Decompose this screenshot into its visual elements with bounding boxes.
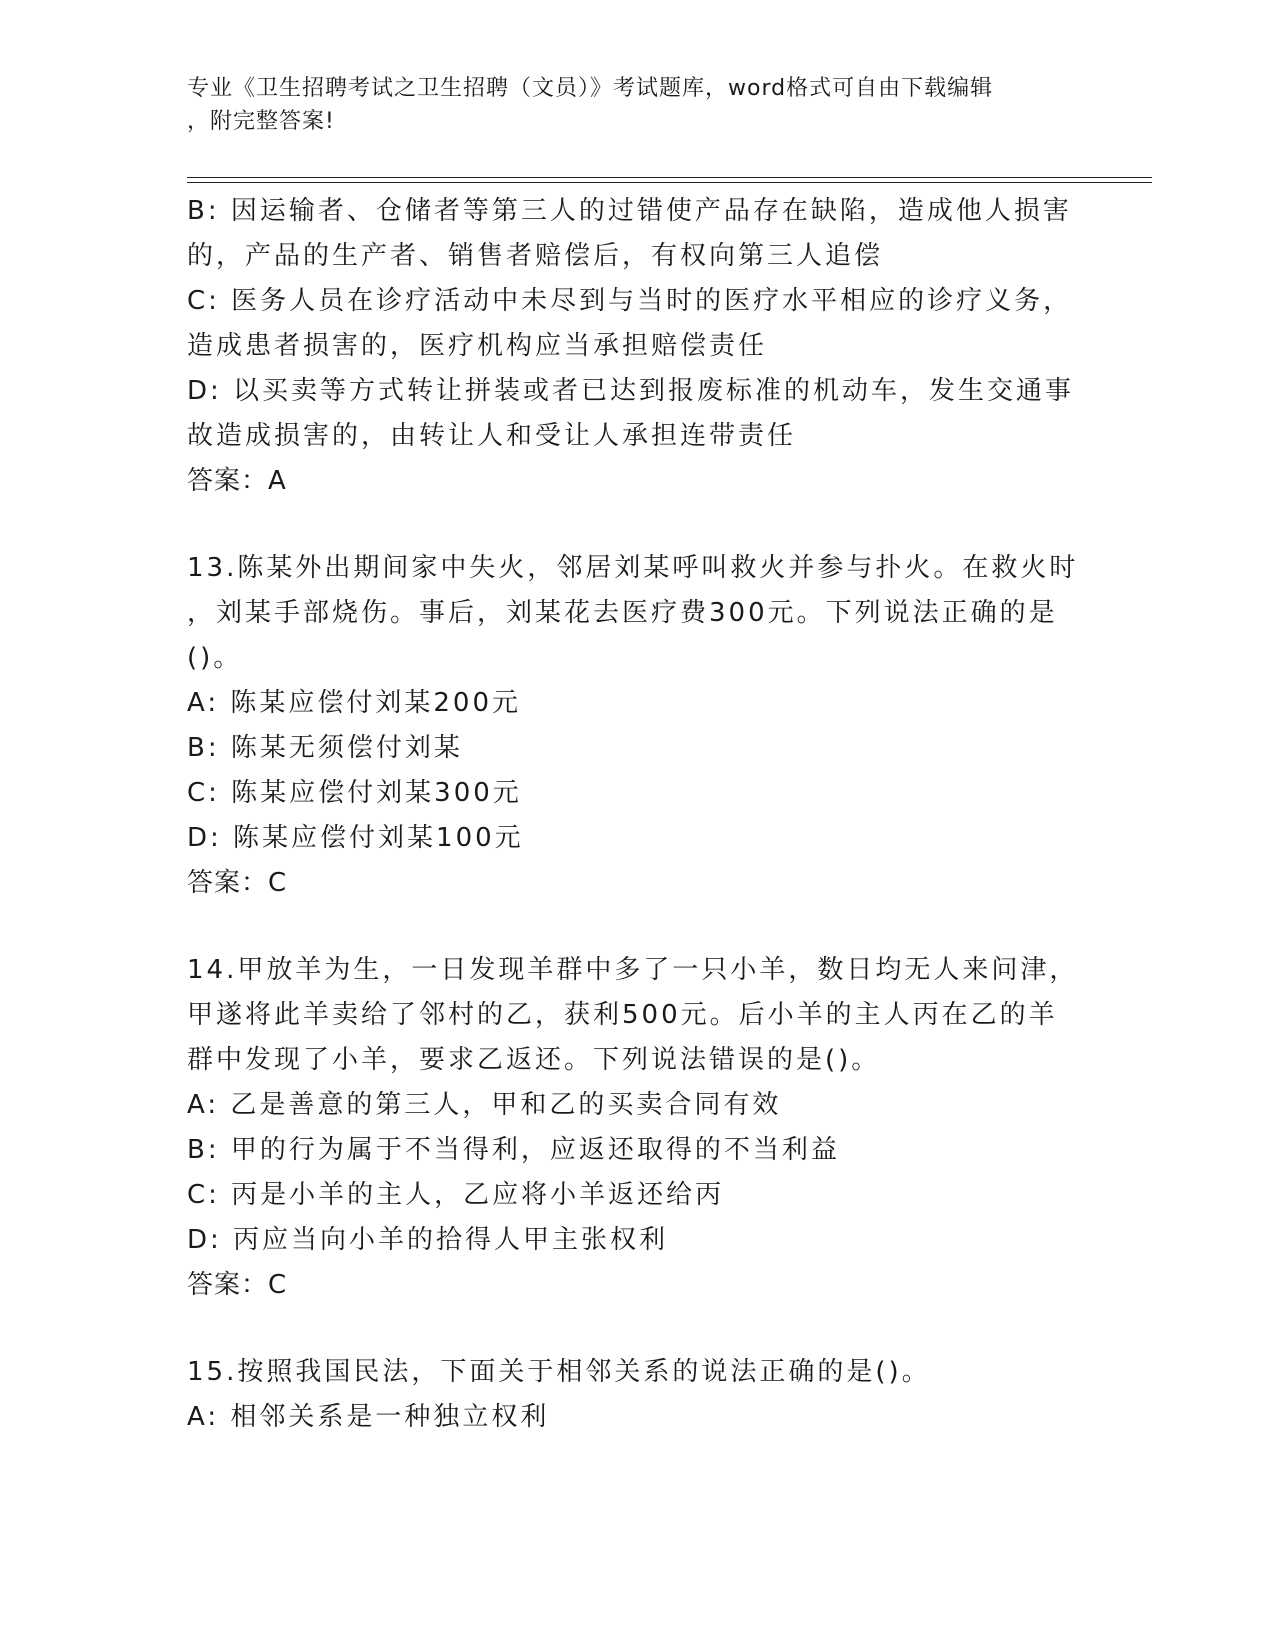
- q15-option-a: A: 相邻关系是一种独立权利: [187, 1402, 550, 1432]
- q12-option-c-line-2: 造成患者损害的，医疗机构应当承担赔偿责任: [187, 331, 768, 361]
- header-rule-top: [187, 177, 1152, 178]
- q14-option-b: B: 甲的行为属于不当得利，应返还取得的不当利益: [187, 1135, 840, 1165]
- q14-option-a: A: 乙是善意的第三人，甲和乙的买卖合同有效: [187, 1090, 782, 1120]
- question-13: [187, 546, 1087, 906]
- q12-option-c-line-1: C: 医务人员在诊疗活动中未尽到与当时的医疗水平相应的诊疗义务，: [187, 286, 1073, 316]
- q15-stem-line-1: 15.按照我国民法，下面关于相邻关系的说法正确的是()。: [187, 1357, 931, 1387]
- q12-option-d-line-1: D: 以买卖等方式转让拼装或者已达到报废标准的机动车，发生交通事: [187, 376, 1075, 406]
- document-header: [187, 72, 1067, 138]
- question-12-tail: [187, 189, 1087, 504]
- document-body: [187, 189, 1087, 1440]
- q13-stem-line-3: ()。: [187, 643, 243, 673]
- q14-stem-line-3: 群中发现了小羊，要求乙返还。下列说法错误的是()。: [187, 1045, 881, 1075]
- q13-option-a: A: 陈某应偿付刘某200元: [187, 688, 521, 718]
- q14-answer: 答案：C: [187, 1270, 288, 1300]
- q14-stem-line-1: 14.甲放羊为生，一日发现羊群中多了一只小羊，数日均无人来问津，: [187, 955, 1079, 985]
- q14-option-c: C: 丙是小羊的主人，乙应将小羊返还给丙: [187, 1180, 725, 1210]
- q14-option-d: D: 丙应当向小羊的拾得人甲主张权利: [187, 1225, 669, 1255]
- q13-option-b: B: 陈某无须偿付刘某: [187, 733, 463, 763]
- question-14: [187, 948, 1087, 1308]
- q13-option-c: C: 陈某应偿付刘某300元: [187, 778, 522, 808]
- q13-stem-line-2: ，刘某手部烧伤。事后，刘某花去医疗费300元。下列说法正确的是: [187, 598, 1058, 628]
- q12-option-d-line-2: 故造成损害的，由转让人和受让人承担连带责任: [187, 421, 797, 451]
- q12-option-b-line-1: B: 因运输者、仓储者等第三人的过错使产品存在缺陷，造成他人损害: [187, 196, 1072, 226]
- question-15: [187, 1350, 1087, 1440]
- q12-option-b-line-2: 的，产品的生产者、销售者赔偿后，有权向第三人追偿: [187, 241, 884, 271]
- q13-stem-line-1: 13.陈某外出期间家中失火，邻居刘某呼叫救火并参与扑火。在救火时: [187, 553, 1079, 583]
- header-line-1: 专业《卫生招聘考试之卫生招聘（文员）》考试题库，word格式可自由下载编辑: [187, 76, 994, 101]
- q13-answer: 答案：C: [187, 868, 288, 898]
- header-line-2: ，附完整答案!: [187, 109, 335, 134]
- header-rule-bottom: [187, 182, 1152, 183]
- q12-answer: 答案：A: [187, 466, 287, 496]
- q13-option-d: D: 陈某应偿付刘某100元: [187, 823, 524, 853]
- q14-stem-line-2: 甲遂将此羊卖给了邻村的乙，获利500元。后小羊的主人丙在乙的羊: [187, 1000, 1058, 1030]
